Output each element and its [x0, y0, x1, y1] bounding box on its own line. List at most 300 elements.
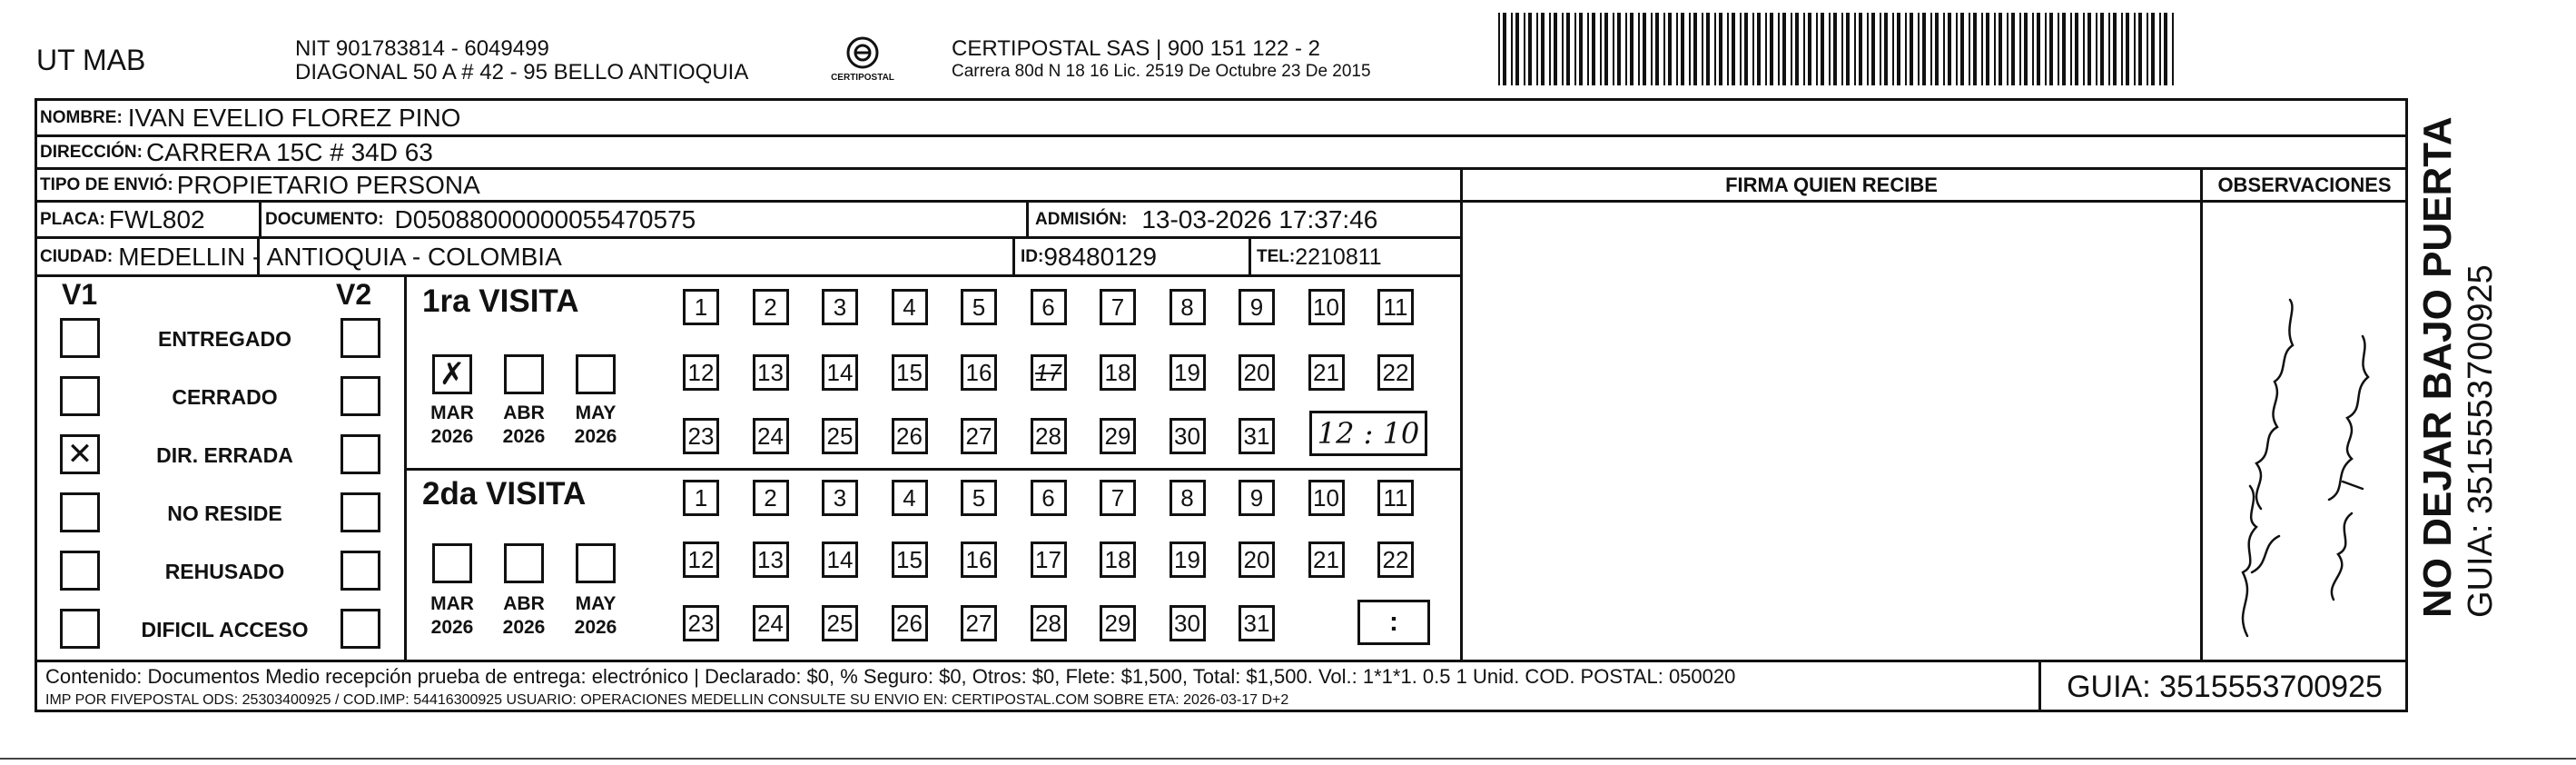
contenido-text: Contenido: Documentos Medio recepción prueba de entrega: electrónico | Declarado: $0, % Seguro: $0, Otros: $0, Flete: $1,500, Total: $1,500. Vol.: 1*1*1. 0.5 1 Unid. COD. POSTAL: 050020 [45, 665, 1736, 688]
barcode-bar [1625, 13, 1627, 85]
barcode-bar [1757, 13, 1761, 85]
barcode-bar [1630, 13, 1633, 85]
month-name: MAY [575, 593, 617, 614]
barcode-bar [2164, 13, 2167, 85]
barcode-bar [1613, 13, 1614, 85]
month-label [495, 592, 553, 640]
status-label: CERRADO [172, 385, 278, 409]
day-number: 12 [687, 358, 715, 386]
barcode-bar [2024, 13, 2028, 85]
barcode-bar [1960, 13, 1964, 85]
month-checkbox[interactable] [432, 543, 472, 583]
barcode-bar [1981, 13, 1983, 85]
ciudad-label: CIUDAD: [40, 247, 114, 266]
day-box[interactable] [1308, 541, 1345, 578]
day-box[interactable] [1031, 480, 1067, 516]
barcode-bar [2011, 13, 2015, 85]
no-dejar-text: NO DEJAR BAJO PUERTA [2415, 116, 2460, 618]
barcode-bar [1884, 13, 1888, 85]
firma-header [1463, 170, 2200, 201]
barcode-bar [1821, 13, 1824, 85]
barcode-bar [1871, 13, 1875, 85]
ciudad-row [40, 240, 562, 274]
barcode-bar [1503, 13, 1506, 85]
month-label [567, 592, 625, 640]
barcode-bar [1604, 13, 1608, 85]
nit-text: NIT 901783814 - 6049499 [295, 36, 549, 61]
day-number: 25 [826, 609, 854, 637]
month-checkbox[interactable] [576, 543, 616, 583]
status-v1-checkbox[interactable] [60, 609, 100, 649]
barcode-bar [1994, 13, 1996, 85]
barcode-bar [1663, 13, 1665, 85]
side-guia-text: GUIA: 3515553700925 [2462, 264, 2500, 618]
barcode-bar [1617, 13, 1621, 85]
day-number: 15 [896, 358, 923, 386]
direccion-value: CARRERA 15C # 34D 63 [145, 138, 433, 166]
day-box[interactable] [822, 418, 858, 454]
status-v2-checkbox[interactable] [341, 318, 380, 358]
barcode-bar [1910, 13, 1913, 85]
day-box[interactable] [892, 354, 928, 391]
month-name: ABR [503, 593, 545, 614]
barcode-bar [1765, 13, 1767, 85]
day-box[interactable] [1100, 289, 1136, 325]
barcode-bar [1651, 13, 1653, 85]
day-number: 18 [1104, 545, 1131, 573]
barcode-bar [1562, 13, 1564, 85]
barcode-bar [1676, 13, 1678, 85]
day-box[interactable] [683, 354, 719, 391]
day-box[interactable] [1239, 605, 1275, 641]
month-label [567, 402, 625, 449]
barcode-bar [1969, 13, 1970, 85]
day-box[interactable] [1239, 354, 1275, 391]
day-box[interactable] [1239, 541, 1275, 578]
month-year: 2026 [430, 617, 474, 638]
barcode-bar [1854, 13, 1856, 85]
documento-label: DOCUMENTO: [265, 210, 384, 229]
day-number: 2 [764, 293, 777, 321]
day-number: 11 [1383, 483, 1408, 512]
tipo-label: TIPO DE ENVIÓ: [40, 175, 173, 194]
logo-text: CERTIPOSTAL [831, 73, 894, 83]
barcode-bar [1536, 13, 1538, 85]
day-number: 9 [1249, 293, 1264, 321]
barcode-bar [2121, 13, 2123, 85]
observaciones-header [2203, 170, 2406, 201]
barcode-bar [1740, 13, 1742, 85]
month-label [423, 592, 481, 640]
barcode-bar [1732, 13, 1735, 85]
status-v1-checkbox[interactable] [60, 492, 100, 532]
barcode-bar [1689, 13, 1691, 85]
tipo-row [40, 170, 480, 201]
day-number: 30 [1174, 422, 1200, 450]
month-checkbox[interactable] [504, 354, 544, 394]
status-v2-checkbox[interactable] [341, 551, 380, 591]
day-number: 6 [1041, 293, 1055, 321]
day-number: 5 [972, 293, 986, 321]
day-number: 30 [1174, 609, 1200, 637]
day-number: 5 [972, 483, 986, 512]
barcode-bar [1829, 13, 1831, 85]
day-box[interactable] [961, 480, 997, 516]
status-label: DIFICIL ACCESO [141, 618, 309, 641]
day-number: 19 [1174, 358, 1200, 386]
day-box[interactable] [753, 418, 789, 454]
barcode-bar [1702, 13, 1703, 85]
day-box[interactable] [753, 289, 789, 325]
nombre-label: NOMBRE: [40, 108, 123, 127]
barcode-bar [2087, 13, 2091, 85]
barcode-bar [2138, 13, 2142, 85]
day-number: 7 [1110, 293, 1125, 321]
barcode-bar [1791, 13, 1792, 85]
barcode-bar [1579, 13, 1583, 85]
day-number: 3 [833, 483, 847, 512]
placa-label: PLACA: [40, 210, 105, 229]
status-label: REHUSADO [164, 560, 285, 583]
barcode-bar [1935, 13, 1939, 85]
month-name: ABR [503, 402, 545, 423]
barcode-bar [2075, 13, 2078, 85]
documento-row [265, 204, 696, 236]
day-box[interactable] [1239, 480, 1275, 516]
day-box[interactable] [1031, 354, 1067, 391]
id-value: 98480129 [1043, 243, 1157, 271]
day-number: 19 [1174, 545, 1200, 573]
documento-value: D05088000000055470575 [394, 205, 696, 233]
tel-row [1257, 240, 1382, 274]
day-box[interactable] [1031, 418, 1067, 454]
barcode-bar [1752, 13, 1754, 85]
day-box[interactable] [961, 605, 997, 641]
status-v2-checkbox[interactable] [341, 492, 380, 532]
day-box[interactable] [1377, 354, 1414, 391]
barcode-bar [1524, 13, 1525, 85]
day-number: 14 [826, 358, 854, 386]
day-number: 8 [1180, 293, 1194, 321]
status-v1-checkbox[interactable] [60, 376, 100, 416]
barcode-bar [1600, 13, 1602, 85]
month-checkbox[interactable] [504, 543, 544, 583]
barcode-bar [2007, 13, 2008, 85]
barcode-bar [1566, 13, 1570, 85]
day-box[interactable] [892, 289, 928, 325]
day-number: 13 [757, 545, 784, 573]
barcode-bar [1833, 13, 1837, 85]
visit2-time-box[interactable] [1357, 600, 1430, 645]
day-box[interactable] [892, 418, 928, 454]
barcode-bar [1808, 13, 1811, 85]
day-box[interactable] [1377, 480, 1414, 516]
day-box[interactable] [1100, 354, 1136, 391]
barcode-bar [1511, 13, 1513, 85]
day-box[interactable] [1170, 418, 1206, 454]
barcode-bar [1554, 13, 1557, 85]
day-number: 4 [903, 293, 916, 321]
barcode-bar [1948, 13, 1951, 85]
month-checkbox[interactable] [432, 354, 472, 394]
barcode-bar [1880, 13, 1881, 85]
observaciones-label: OBSERVACIONES [2217, 174, 2392, 196]
barcode-bar [1727, 13, 1729, 85]
handwritten-signature [2206, 273, 2402, 654]
month-label [495, 402, 553, 449]
courier-name: CERTIPOSTAL SAS | 900 151 122 - 2 [952, 36, 1320, 61]
side-vertical-text [2415, 73, 2501, 618]
month-name: MAY [575, 402, 617, 423]
barcode-bar [2058, 13, 2059, 85]
direccion-row [40, 137, 433, 168]
certipostal-logo [822, 35, 903, 91]
day-box[interactable] [892, 605, 928, 641]
status-v2-checkbox[interactable] [341, 376, 380, 416]
barcode-bar [2070, 13, 2072, 85]
barcode-bar [1515, 13, 1519, 85]
day-number: 28 [1035, 609, 1061, 637]
admision-label: ADMISIÓN: [1035, 210, 1128, 229]
day-box[interactable] [683, 605, 719, 641]
day-box[interactable] [1308, 289, 1345, 325]
status-v1-checkbox[interactable] [60, 318, 100, 358]
day-number: 21 [1313, 545, 1339, 573]
day-box[interactable] [1308, 354, 1345, 391]
barcode-bar [1956, 13, 1958, 85]
placa-value: FWL802 [108, 205, 205, 233]
status-v1-checkbox[interactable] [60, 551, 100, 591]
courier-license: Carrera 80d N 18 16 Lic. 2519 De Octubre 23 De 2015 [952, 62, 1371, 81]
direccion-label: DIRECCIÓN: [40, 143, 143, 162]
day-box[interactable] [1239, 418, 1275, 454]
footer-guia [2043, 662, 2406, 711]
day-number: 3 [833, 293, 847, 321]
x-mark-icon: ✗ [439, 356, 466, 392]
day-number: 17 [1035, 358, 1061, 386]
barcode-bar [2100, 13, 2104, 85]
day-number: 31 [1243, 609, 1270, 637]
day-number: 20 [1243, 358, 1270, 386]
barcode-bar [1816, 13, 1818, 85]
day-box[interactable] [753, 541, 789, 578]
day-box[interactable] [892, 480, 928, 516]
barcode-bar [1681, 13, 1684, 85]
day-number: 29 [1104, 609, 1131, 637]
day-box[interactable] [822, 480, 858, 516]
day-number: 7 [1110, 483, 1125, 512]
visit1-title: 1ra VISITA [422, 283, 579, 319]
barcode-bar [2113, 13, 2117, 85]
barcode-bar [1943, 13, 1945, 85]
barcode-bar [1841, 13, 1843, 85]
visit2-title: 2da VISITA [422, 476, 587, 512]
status-v2-checkbox[interactable] [341, 434, 380, 474]
status-v1-checkbox[interactable] [60, 434, 100, 474]
company-address: DIAGONAL 50 A # 42 - 95 BELLO ANTIOQUIA [295, 60, 749, 84]
barcode-bar [1973, 13, 1977, 85]
day-number: 24 [757, 609, 784, 637]
day-number: 17 [1035, 545, 1061, 573]
company-name: UT MAB [36, 44, 146, 76]
barcode-bar [1541, 13, 1545, 85]
barcode-bar [2019, 13, 2021, 85]
status-label: ENTREGADO [158, 327, 291, 351]
barcode-bar [1803, 13, 1805, 85]
day-box[interactable] [892, 541, 928, 578]
barcode-bar [2045, 13, 2047, 85]
day-number: 10 [1313, 483, 1339, 512]
day-number: 15 [896, 545, 923, 573]
visit1-time-box[interactable] [1309, 411, 1427, 456]
visit2-time: : [1389, 607, 1398, 637]
day-box[interactable] [1100, 541, 1136, 578]
month-year: 2026 [502, 426, 546, 447]
day-box[interactable] [822, 354, 858, 391]
nombre-value: IVAN EVELIO FLOREZ PINO [127, 104, 461, 132]
barcode-bar [1498, 13, 1500, 85]
day-number: 14 [826, 545, 854, 573]
day-box[interactable] [1100, 418, 1136, 454]
day-box[interactable] [822, 605, 858, 641]
day-box[interactable] [683, 289, 719, 325]
day-number: 29 [1104, 422, 1131, 450]
day-number: 16 [965, 358, 992, 386]
barcode-bar [1918, 13, 1920, 85]
barcode-bar [2151, 13, 2155, 85]
barcode-bar [2032, 13, 2034, 85]
day-number: 10 [1313, 293, 1339, 321]
barcode-bar [1770, 13, 1773, 85]
barcode-bar [1782, 13, 1786, 85]
day-box[interactable] [1100, 480, 1136, 516]
barcode [1498, 0, 2179, 91]
day-number: 20 [1243, 545, 1270, 573]
day-number: 2 [764, 483, 777, 512]
day-box[interactable] [753, 480, 789, 516]
day-number: 12 [687, 545, 715, 573]
day-box[interactable] [1031, 541, 1067, 578]
day-number: 21 [1313, 358, 1339, 386]
month-checkbox[interactable] [576, 354, 616, 394]
day-box[interactable] [961, 418, 997, 454]
day-box[interactable] [822, 541, 858, 578]
barcode-bar [2147, 13, 2148, 85]
day-box[interactable] [1170, 480, 1206, 516]
barcode-bar [1549, 13, 1551, 85]
month-year: 2026 [430, 426, 474, 447]
day-box[interactable] [1100, 605, 1136, 641]
barcode-bar [1744, 13, 1748, 85]
day-box[interactable] [1031, 605, 1067, 641]
day-box[interactable] [1308, 480, 1345, 516]
day-number: 25 [826, 422, 854, 450]
day-number: 1 [694, 293, 708, 321]
barcode-bar [1655, 13, 1659, 85]
day-box[interactable] [683, 480, 719, 516]
day-number: 13 [757, 358, 784, 386]
day-box[interactable] [1239, 289, 1275, 325]
barcode-bar [1643, 13, 1646, 85]
day-box[interactable] [683, 418, 719, 454]
barcode-bar [1859, 13, 1862, 85]
barcode-bar [2126, 13, 2129, 85]
day-box[interactable] [1031, 289, 1067, 325]
day-number: 24 [757, 422, 784, 450]
day-box[interactable] [961, 354, 997, 391]
day-number: 8 [1180, 483, 1194, 512]
month-name: MAR [430, 593, 474, 614]
barcode-bar [1905, 13, 1907, 85]
barcode-bar [1528, 13, 1532, 85]
visit1-time: 12 : 10 [1317, 416, 1420, 451]
day-number: 28 [1035, 422, 1061, 450]
id-label: ID: [1021, 247, 1044, 266]
x-mark-icon: ✕ [66, 436, 94, 472]
day-number: 9 [1249, 483, 1264, 512]
barcode-bar [1892, 13, 1894, 85]
status-v2-checkbox[interactable] [341, 609, 380, 649]
day-box[interactable] [1377, 541, 1414, 578]
day-number: 11 [1383, 293, 1408, 321]
day-number: 22 [1382, 358, 1409, 386]
month-year: 2026 [574, 426, 617, 447]
barcode-bar [1668, 13, 1672, 85]
day-box[interactable] [1170, 354, 1206, 391]
day-box[interactable] [961, 541, 997, 578]
tel-value: 2210811 [1295, 243, 1382, 270]
barcode-bar [1922, 13, 1926, 85]
day-number: 26 [896, 609, 923, 637]
day-box[interactable] [822, 289, 858, 325]
month-name: MAR [430, 402, 474, 423]
barcode-bar [1795, 13, 1799, 85]
barcode-bar [1719, 13, 1722, 85]
day-box[interactable] [683, 541, 719, 578]
day-box[interactable] [753, 605, 789, 641]
status-label: NO RESIDE [167, 502, 282, 525]
day-number: 22 [1382, 545, 1409, 573]
day-box[interactable] [1170, 289, 1206, 325]
month-year: 2026 [574, 617, 617, 638]
ciudad-value: MEDELLIN - ANTIOQUIA - COLOMBIA [118, 243, 562, 271]
day-number: 6 [1041, 483, 1055, 512]
day-box[interactable] [1377, 289, 1414, 325]
footer-guia-text: GUIA: 3515553700925 [2067, 669, 2383, 704]
day-number: 23 [687, 609, 715, 637]
barcode-bar [2108, 13, 2110, 85]
status-label: DIR. ERRADA [156, 443, 293, 467]
v2-header: V2 [336, 278, 372, 311]
placa-row [40, 204, 205, 236]
tel-label: TEL: [1257, 247, 1296, 266]
day-box[interactable] [961, 289, 997, 325]
day-box[interactable] [1170, 605, 1206, 641]
imp-text: IMP POR FIVEPOSTAL ODS: 25303400925 / COD.IMP: 54416300925 USUARIO: OPERACIONES MEDELLIN CONSULTE SU ENVIO EN: CERTIPOSTAL.COM SOBRE ETA: 2026-03-17 D+2 [45, 692, 1289, 708]
barcode-bar [1587, 13, 1589, 85]
barcode-bar [1693, 13, 1697, 85]
barcode-bar [1778, 13, 1780, 85]
day-number: 27 [965, 609, 992, 637]
barcode-bar [1638, 13, 1640, 85]
day-box[interactable] [753, 354, 789, 391]
barcode-bar [2037, 13, 2040, 85]
firma-label: FIRMA QUIEN RECIBE [1725, 174, 1938, 196]
day-box[interactable] [1170, 541, 1206, 578]
barcode-bar [1592, 13, 1595, 85]
barcode-bar [1714, 13, 1716, 85]
barcode-bar [2062, 13, 2066, 85]
